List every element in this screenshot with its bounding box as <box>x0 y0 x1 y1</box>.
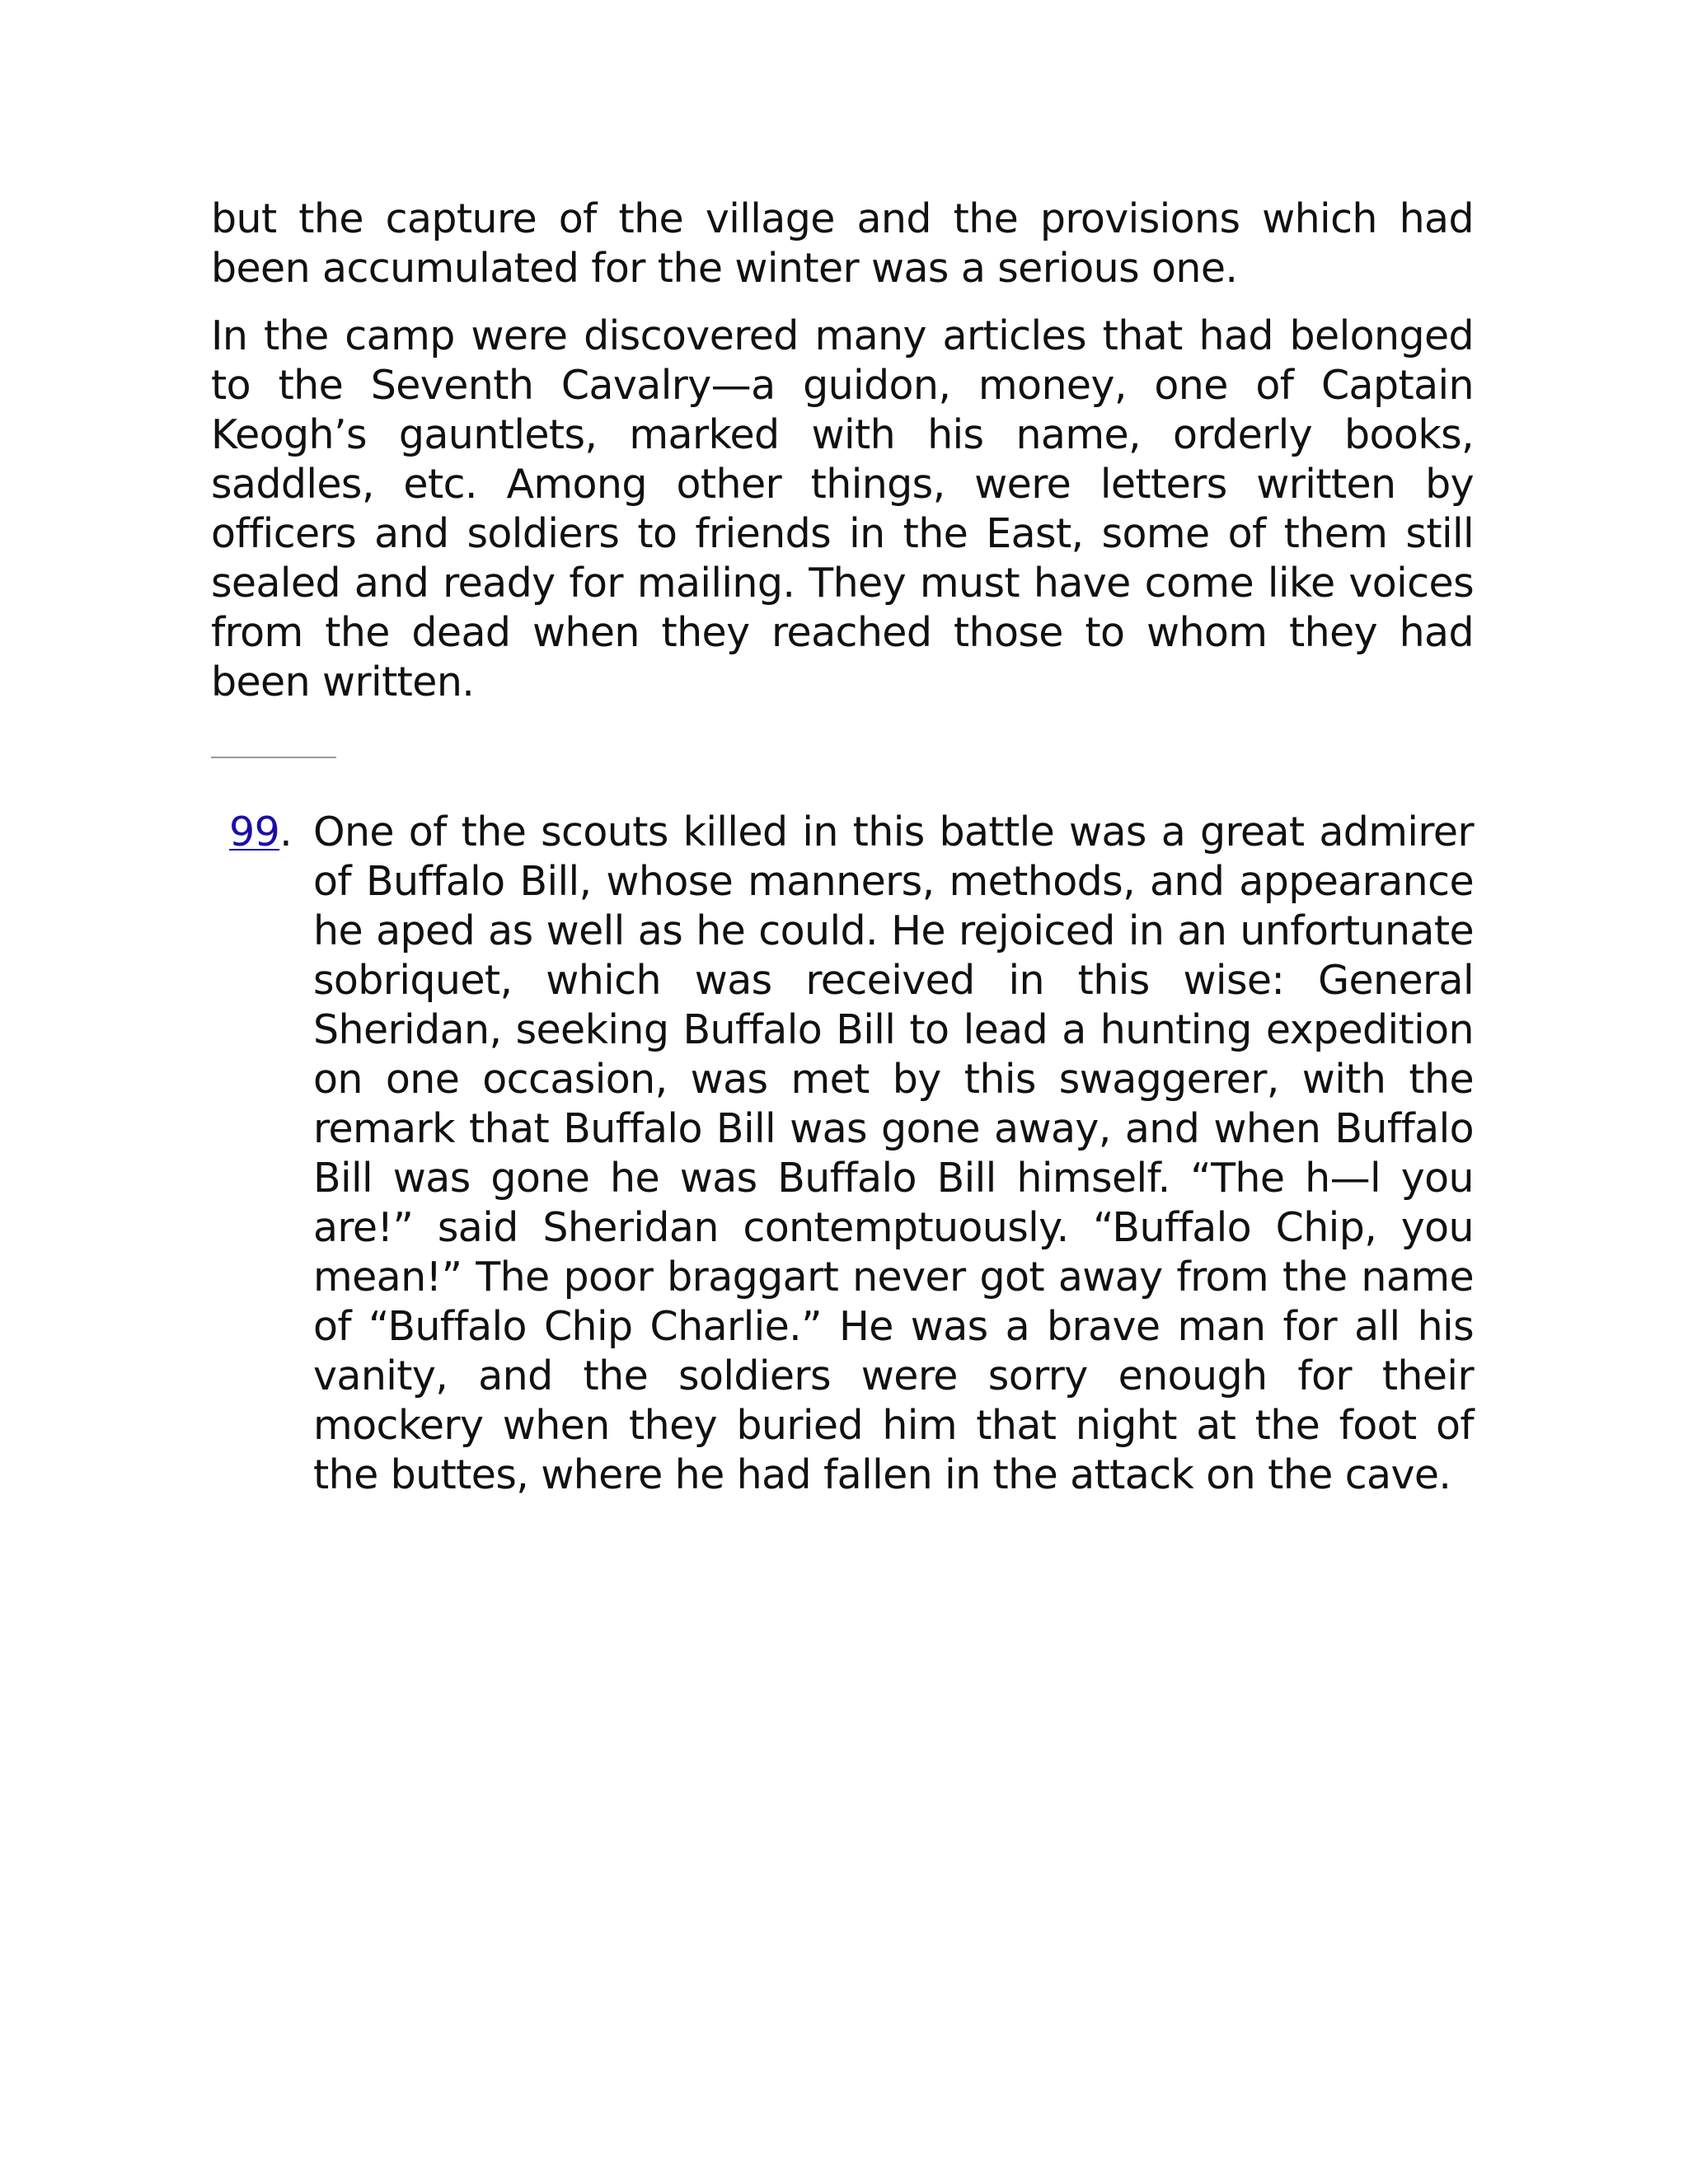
footnote-text: One of the scouts killed in this battle was a great admirer of Buffalo Bill, whose manners, methods, and appearance he aped as well as he could. He rejoiced in an unfortunate sobriquet, which was received in this wise: General Sheridan, seeking Buffalo Bill to lead a hunting expedition on one occasion, was met by this swaggerer, with the remark that Buffalo Bill was gone away, and when Buffalo Bill was gone he was Buffalo Bill himself. “The h—l you are!” said Sheridan contemptuously. “Buffalo Chip, you mean!” The poor braggart never got away from the name of “Buffalo Chip Charlie.” He was a brave man for all his vanity, and the soldiers were sorry enough for their mockery when they buried him that night at the foot of the buttes, where he had fallen in the attack on the cave. <box>313 808 1474 1498</box>
body-paragraph: but the capture of the village and the provisions which had been accumulated for the winter was a serious one. <box>211 195 1474 292</box>
footnote <box>211 808 1474 1500</box>
footnote-divider <box>211 757 336 758</box>
footnote-number-suffix: . <box>279 808 293 855</box>
footnote-number-link[interactable]: 99 <box>229 808 280 855</box>
footnote-marker <box>229 808 292 857</box>
body-paragraph: In the camp were discovered many articles that had belonged to the Seventh Cavalry—a guidon, money, one of Captain Keogh’s gauntlets, marked with his name, orderly books, saddles, etc. Among other things, were letters written by officers and soldiers to friends in the East, some of them still sealed and ready for mailing. They must have come like voices from the dead when they reached those to whom they had been written. <box>211 312 1474 705</box>
page-content <box>211 194 1474 1500</box>
